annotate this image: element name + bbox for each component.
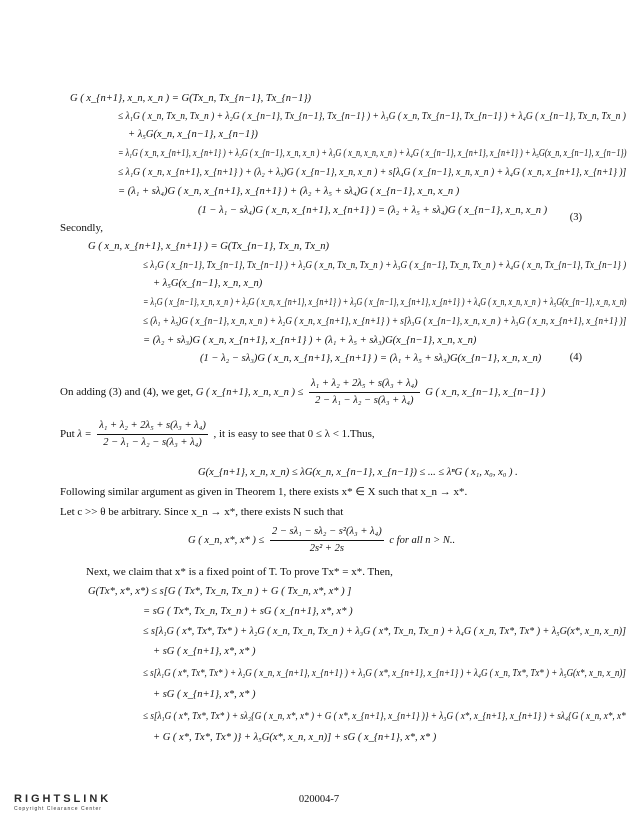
eq-line: + λ₅G(x_n, x_{n−1}, x_{n−1}): [128, 129, 258, 140]
eq-line: ≤ λ₁G ( x_{n−1}, Tx_{n−1}, Tx_{n−1} ) + λ₂G ( x_n, Tx_n, Tx_n ) + λ₃G ( x_{n−1}, Tx_n, Tx_n ) + λ₄G ( x_n, Tx_{n−1}, Tx_{n−1} ): [143, 260, 627, 271]
eq-line: = sG ( Tx*, Tx_n, Tx_n ) + sG ( x_{n+1}, x*, x* ): [143, 606, 353, 617]
eq-line: (1 − λ₂ − sλ₃)G ( x_n, x_{n+1}, x_{n+1} ) = (λ₁ + λ₅ + sλ₃)G(x_{n−1}, x_n, x_n): [200, 353, 542, 364]
eq-line: ≤ λ₁G ( x_n, Tx_n, Tx_n ) + λ₂G ( x_{n−1}, Tx_{n−1}, Tx_{n−1} ) + λ₃G ( x_n, Tx_{n−1}, Tx_{n−1} ) + λ₄G ( x_{n−1}, Tx_n, Tx_n ): [118, 111, 626, 122]
eq-line: + G ( x*, Tx*, Tx* )} + λ₅G(x*, x_n, x_n)] + sG ( x_{n+1}, x*, x* ): [153, 732, 437, 743]
eq-line: = λ₁G ( x_n, x_{n+1}, x_{n+1} ) + λ₂G ( x_{n−1}, x_n, x_n ) + λ₃G ( x_n, x_n, x_n ) + λ₄G ( x_{n−1}, x_{n+1}, x_{n+1} ) + λ₅G(x_n, x_{n−1}, x_{n−1}): [118, 148, 627, 159]
let-line: Let c >> θ be arbitrary. Since x_n → x*, there exists N such that: [60, 506, 344, 518]
bound-fraction: [270, 524, 384, 557]
logo-main-text: RIGHTSLINK: [14, 793, 112, 805]
lambda-symbol: λ =: [77, 428, 92, 440]
logo-sub-text: Copyright Clearance Center: [14, 806, 102, 812]
eq-line: ≤ s[λ₁G ( x*, Tx*, Tx* ) + sλ₂{G ( x_n, x*, x* ) + G ( x*, x_{n+1}, x_{n+1} )} + λ₃G ( x*, x_{n+1}, x_{n+1} ) + sλ₄{G ( x_n, x*, x*: [143, 711, 626, 722]
eq-line: G ( x_n, x_{n+1}, x_{n+1} ) = G(Tx_{n−1}, Tx_n, Tx_n): [88, 241, 330, 252]
bound-numerator: 2 − sλ₁ − sλ₂ − s²(λ₃ + λ₄): [270, 524, 384, 541]
page-number: 020004-7: [298, 794, 340, 805]
adding-numerator: λ₁ + λ₂ + 2λ₅ + s(λ₃ + λ₄): [309, 376, 420, 393]
equation-number-3: (3): [569, 212, 582, 223]
following-line: Following similar argument as given in Theorem 1, there exists x* ∈ X such that x_n → x*.: [60, 486, 468, 498]
eq-line: + sG ( x_{n+1}, x*, x* ): [153, 689, 256, 700]
bound-lhs: G ( x_n, x*, x* ) ≤: [188, 534, 265, 546]
lambda-denominator: 2 − λ₁ − λ₂ − s(λ₃ + λ₄): [103, 437, 202, 448]
eq-line: G(Tx*, x*, x*) ≤ s[G ( Tx*, Tx_n, Tx_n ) + G ( Tx_n, x*, x* ) ]: [88, 586, 352, 597]
adding-line: [60, 376, 545, 409]
lambda-numerator: λ₁ + λ₂ + 2λ₅ + s(λ₃ + λ₄): [97, 418, 208, 435]
bound-denominator: 2s² + 2s: [309, 543, 344, 554]
lambda-fraction: [97, 418, 208, 451]
eq-line: ≤ s[λ₁G ( x*, Tx*, Tx* ) + λ₂G ( x_n, x_{n+1}, x_{n+1} ) + λ₃G ( x*, x_{n+1}, x_{n+1} ) + λ₄G ( x_n, Tx*, Tx* ) + λ₅G(x*, x_n, x_n)]: [143, 668, 626, 679]
adding-denominator: 2 − λ₁ − λ₂ − s(λ₃ + λ₄): [315, 395, 414, 406]
put-line: [60, 418, 375, 451]
eq-line: ≤ (λ₁ + λ₅)G ( x_{n−1}, x_n, x_n ) + λ₂G ( x_n, x_{n+1}, x_{n+1} ) + s[λ₃G ( x_{n−1}, x_n, x_n ) + λ₃G ( x_n, x_{n+1}, x_{n+1} )]: [143, 316, 627, 327]
bound-line: [188, 524, 455, 557]
eq-line: ≤ s[λ₁G ( x*, Tx*, Tx* ) + λ₂G ( x_n, Tx_n, Tx_n ) + λ₃G ( x*, Tx_n, Tx_n ) + λ₄G ( x_n, Tx*, Tx* ) + λ₅G(x*, x_n, x_n)]: [143, 626, 627, 637]
eq-line: (1 − λ₁ − sλ₄)G ( x_n, x_{n+1}, x_{n+1} ) = (λ₂ + λ₅ + sλ₄)G ( x_{n−1}, x_n, x_n ): [198, 205, 548, 216]
put-suffix: , it is easy to see that 0 ≤ λ < 1.Thus,: [213, 427, 375, 440]
secondly-label: Secondly,: [60, 222, 103, 234]
eq-line: + λ₅G(x_{n−1}, x_n, x_n): [153, 278, 263, 289]
adding-prefix: On adding (3) and (4), we get,: [60, 385, 194, 398]
eq-line: = λ₁G ( x_{n−1}, x_n, x_n ) + λ₂G ( x_n, x_{n+1}, x_{n+1} ) + λ₃G ( x_{n−1}, x_{n+1}, x_{n+1} ) + λ₄G ( x_n, x_n, x_n ) + λ₅G(x_{n−1}, x_n, x_n): [143, 297, 627, 308]
eq-line: = (λ₂ + sλ₃)G ( x_n, x_{n+1}, x_{n+1} ) + (λ₁ + λ₅ + sλ₃)G(x_{n−1}, x_n, x_n): [143, 335, 477, 346]
equation-number-4: (4): [569, 352, 582, 363]
claim-line: Next, we claim that x* is a fixed point of T. To prove Tx* = x*. Then,: [86, 566, 393, 578]
adding-rhs: G ( x_n, x_{n−1}, x_{n−1} ): [425, 386, 546, 398]
eq-line: + sG ( x_{n+1}, x*, x* ): [153, 646, 256, 657]
thus-inequality: G(x_{n+1}, x_n, x_n) ≤ λG(x_n, x_{n−1}, x_{n−1}) ≤ ... ≤ λⁿG ( x₁, x₀, x₀ ) .: [198, 467, 518, 478]
eq-line: G ( x_{n+1}, x_n, x_n ) = G(Tx_n, Tx_{n−1}, Tx_{n−1}): [70, 93, 312, 104]
put-prefix: Put: [60, 427, 75, 440]
eq-line: ≤ λ₁G ( x_n, x_{n+1}, x_{n+1} ) + (λ₂ + λ₅)G ( x_{n−1}, x_n, x_n ) + s[λ₄G ( x_{n−1}, x_n, x_n ) + λ₄G ( x_n, x_{n+1}, x_{n+1} )]: [118, 167, 627, 178]
adding-fraction: [309, 376, 420, 409]
eq-line: = (λ₁ + sλ₄)G ( x_n, x_{n+1}, x_{n+1} ) + (λ₂ + λ₅ + sλ₄)G ( x_{n−1}, x_n, x_n ): [118, 186, 460, 197]
bound-rhs: c for all n > N..: [389, 534, 456, 546]
adding-lhs: G ( x_{n+1}, x_n, x_n ) ≤: [195, 386, 304, 398]
